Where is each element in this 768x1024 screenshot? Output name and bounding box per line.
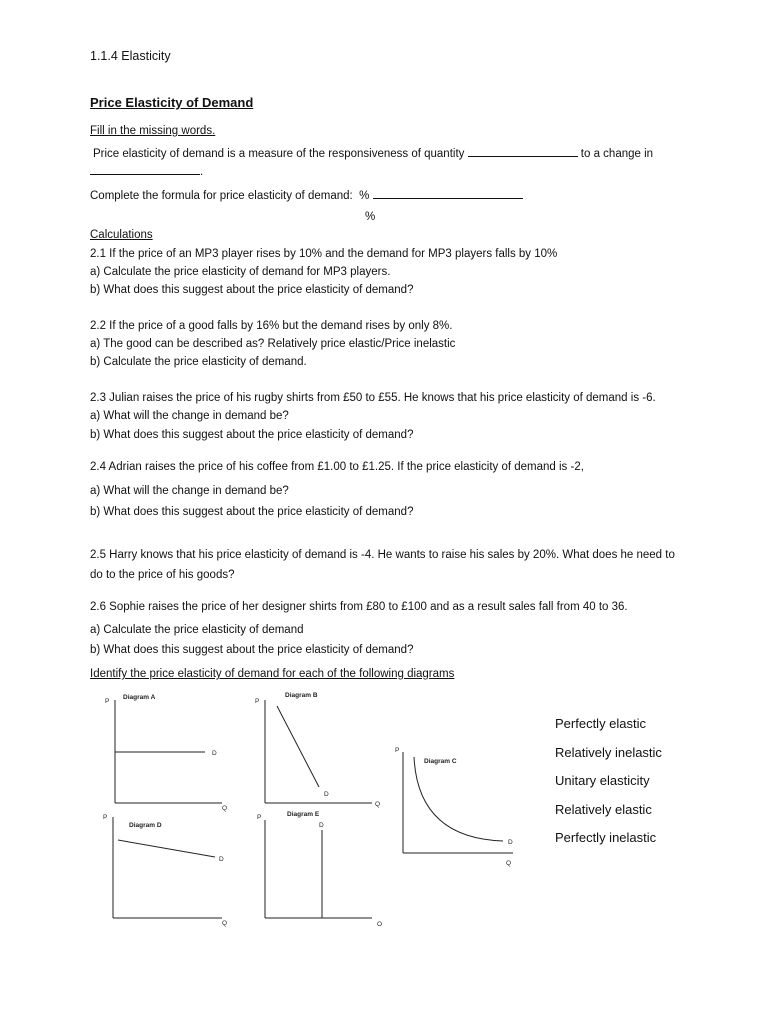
formula-denominator-percent: % [365, 211, 376, 223]
diagram-e-d-label: D [319, 822, 324, 829]
diagram-c-p-label: P [395, 747, 400, 754]
diagram-c-title: Diagram C [424, 758, 457, 765]
diagram-b-d-label: D [324, 791, 329, 798]
option-unitary-elasticity[interactable]: Unitary elasticity [555, 773, 650, 788]
fill-instruction: Fill in the missing words. [90, 125, 216, 137]
diagram-b-demand-curve [277, 706, 319, 787]
calc-line: a) Calculate the price elasticity of demand for MP3 players. [90, 266, 391, 278]
calc-line: a) The good can be described as? Relatively price elastic/Price inelastic [90, 338, 456, 350]
diagram-d-q-label: Q [222, 920, 228, 927]
diagram-b-title: Diagram B [285, 692, 318, 699]
diagram-b-p-label: P [255, 698, 260, 705]
calc-line: 2.1 If the price of an MP3 player rises by 10% and the demand for MP3 players falls by 10% [90, 248, 558, 260]
diagram-a-p-label: P [105, 698, 110, 705]
formula-label: Complete the formula for price elasticity of demand: [90, 190, 353, 202]
calc-line: b) What does this suggest about the price elasticity of demand? [90, 284, 414, 296]
calc-line: 2.2 If the price of a good falls by 16% but the demand rises by only 8%. [90, 320, 453, 332]
diagram-a-title: Diagram A [123, 694, 156, 701]
diagrams-instruction: Identify the price elasticity of demand for each of the following diagrams [90, 668, 455, 680]
diagram-e-p-label: P [257, 814, 262, 821]
diagram-b [265, 700, 372, 803]
section-heading: 1.1.4 Elasticity [90, 49, 171, 63]
diagram-d-p-label: P [103, 814, 108, 821]
diagram-a [115, 700, 222, 803]
calc-line: 2.4 Adrian raises the price of his coffee from £1.00 to £1.25. If the price elasticity of demand is -2, [90, 461, 584, 473]
diagram-c-q-label: Q [506, 860, 512, 867]
calc-line: a) Calculate the price elasticity of demand [90, 624, 304, 636]
calc-line: 2.5 Harry knows that his price elasticity of demand is -4. He wants to raise his sales by 20%. What does he need to [90, 549, 675, 561]
calc-line: b) What does this suggest about the price elasticity of demand? [90, 644, 414, 656]
calc-line: a) What will the change in demand be? [90, 410, 289, 422]
definition-end-period: . [200, 166, 204, 178]
calculations-heading: Calculations [90, 229, 153, 241]
option-relatively-inelastic[interactable]: Relatively inelastic [555, 745, 662, 760]
calc-line: 2.3 Julian raises the price of his rugby shirts from £50 to £55. He knows that his price elasticity of demand is -6. [90, 392, 656, 404]
diagram-c [403, 752, 513, 853]
definition-part-2: to a change in [580, 148, 654, 160]
diagram-c-d-label: D [508, 839, 513, 846]
diagram-c-demand-curve [414, 757, 503, 841]
diagram-e-title: Diagram E [287, 811, 320, 818]
diagram-e [265, 820, 372, 918]
option-perfectly-elastic[interactable]: Perfectly elastic [555, 716, 647, 731]
calc-line: 2.6 Sophie raises the price of her designer shirts from £80 to £100 and as a result sales fall from 40 to 36. [90, 601, 628, 613]
option-perfectly-inelastic[interactable]: Perfectly inelastic [555, 830, 657, 845]
option-relatively-elastic[interactable]: Relatively elastic [555, 802, 652, 817]
calc-line: b) What does this suggest about the price elasticity of demand? [90, 429, 414, 441]
calc-line: b) What does this suggest about the price elasticity of demand? [90, 506, 414, 518]
diagram-a-q-label: Q [222, 805, 228, 812]
diagram-d-demand-curve [118, 840, 215, 857]
diagram-d [113, 817, 222, 918]
page-title: Price Elasticity of Demand [90, 95, 254, 110]
calc-line: b) Calculate the price elasticity of demand. [90, 356, 307, 368]
diagram-a-d-label: D [212, 750, 217, 757]
formula-numerator-percent: % [359, 190, 370, 202]
calc-line: a) What will the change in demand be? [90, 485, 289, 497]
diagram-b-q-label: Q [375, 801, 381, 808]
calc-line: do to the price of his goods? [90, 569, 235, 581]
definition-part-1: Price elasticity of demand is a measure of the responsiveness of quantity [93, 148, 465, 160]
diagram-d-d-label: D [219, 856, 224, 863]
diagram-e-o-label: O [377, 921, 383, 928]
diagram-d-title: Diagram D [129, 822, 162, 829]
